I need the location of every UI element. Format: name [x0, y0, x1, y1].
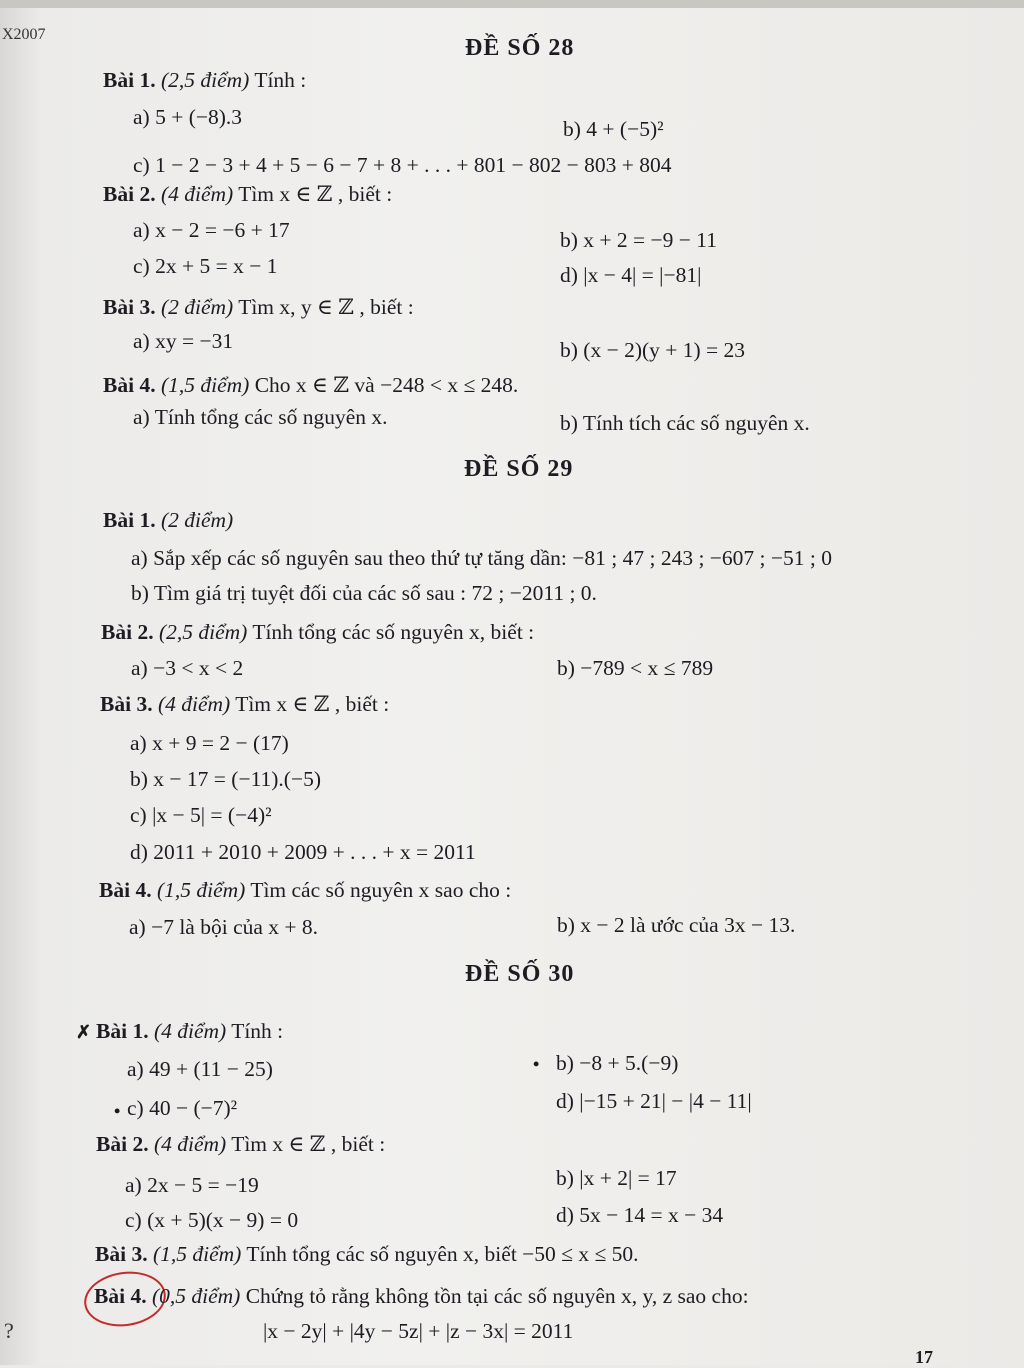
pen-dot: • [114, 1101, 121, 1121]
page-number: 17 [915, 1347, 933, 1367]
points: (2 điểm) [160, 508, 234, 532]
points: (0,5 điểm) [151, 1284, 241, 1308]
de28-bai1 [103, 68, 306, 93]
de30-b1c: c) 40 − (−7)² [127, 1096, 238, 1120]
de28-b2c: c) 2x + 5 = x − 1 [133, 254, 278, 278]
points: (4 điểm) [153, 1019, 227, 1043]
de30-b2a: a) 2x − 5 = −19 [125, 1173, 259, 1197]
bai-label: Bài 2. [101, 620, 154, 644]
bai-label: Bài 1. [96, 1019, 149, 1043]
de29-b3c: c) |x − 5| = (−4)² [130, 803, 272, 827]
bai-text: Tính : [249, 68, 307, 92]
bai-text: Tìm các số nguyên x sao cho : [245, 878, 512, 902]
points: (2,5 điểm) [160, 68, 250, 92]
bai-label: Bài 4. [103, 373, 156, 397]
bai-text: Tính : [226, 1019, 284, 1043]
de29-bai4 [99, 878, 511, 903]
de28-bai2 [103, 182, 392, 207]
de28-b3b: b) (x − 2)(y + 1) = 23 [560, 338, 746, 362]
margin-note-bottom: ? [4, 1318, 14, 1343]
bai-text: Tìm x ∈ ℤ , biết : [233, 182, 393, 206]
top-edge [0, 0, 1024, 8]
de30-b4-equation: |x − 2y| + |4y − 5z| + |z − 3x| = 2011 [263, 1319, 574, 1343]
de29-bai2 [101, 620, 534, 645]
bai-text: Tìm x ∈ ℤ , biết : [230, 692, 390, 716]
pen-check-mark: ✗ [76, 1022, 92, 1042]
de28-b4b: b) Tính tích các số nguyên x. [560, 411, 810, 435]
points: (1,5 điểm) [156, 878, 246, 902]
de30-b2c: c) (x + 5)(x − 9) = 0 [125, 1208, 299, 1232]
de29-title: ĐỀ SỐ 29 [464, 456, 574, 482]
de28-b2a: a) x − 2 = −6 + 17 [133, 218, 290, 242]
de30-title: ĐỀ SỐ 30 [465, 961, 575, 987]
de30-bai2 [96, 1132, 385, 1157]
de30-bai1 [96, 1019, 283, 1044]
bai-label: Bài 3. [100, 692, 153, 716]
bai-text: Cho x ∈ ℤ và −248 < x ≤ 248. [249, 373, 519, 397]
de30-bai3 [95, 1242, 639, 1267]
de28-b2d: d) |x − 4| = |−81| [560, 263, 702, 287]
de29-b1b: b) Tìm giá trị tuyệt đối của các số sau : 72 ; −2011 ; 0. [131, 581, 597, 605]
de28-bai4 [103, 373, 518, 398]
bai-label: Bài 4. [94, 1284, 147, 1308]
de29-b3b: b) x − 17 = (−11).(−5) [130, 767, 322, 791]
points: (2 điểm) [160, 295, 234, 319]
de29-bai3 [100, 692, 389, 717]
de30-b2d: d) 5x − 14 = x − 34 [556, 1203, 724, 1227]
de30-b1d: d) |−15 + 21| − |4 − 11| [556, 1089, 752, 1113]
points: (1,5 điểm) [160, 373, 250, 397]
bai-label: Bài 2. [96, 1132, 149, 1156]
bai-label: Bài 2. [103, 182, 156, 206]
de29-b4a: a) −7 là bội của x + 8. [129, 915, 319, 939]
bai-label: Bài 3. [103, 295, 156, 319]
bai-text: Chứng tỏ rằng không tồn tại các số nguyên x, y, z sao cho: [240, 1284, 749, 1308]
bai-label: Bài 1. [103, 508, 156, 532]
bai-label: Bài 1. [103, 68, 156, 92]
de28-b2b: b) x + 2 = −9 − 11 [560, 228, 717, 252]
de30-b1b: b) −8 + 5.(−9) [556, 1051, 679, 1075]
de28-b4a: a) Tính tổng các số nguyên x. [133, 405, 388, 429]
de30-b1a: a) 49 + (11 − 25) [127, 1057, 273, 1081]
bai-text: Tính tổng các số nguyên x, biết : [247, 620, 535, 644]
de29-b3d: d) 2011 + 2010 + 2009 + . . . + x = 2011 [130, 840, 476, 864]
bai-text: Tìm x ∈ ℤ , biết : [226, 1132, 386, 1156]
de29-b3a: a) x + 9 = 2 − (17) [130, 731, 289, 755]
points: (4 điểm) [157, 692, 231, 716]
de30-b2b: b) |x + 2| = 17 [556, 1166, 677, 1190]
de29-b2a: a) −3 < x < 2 [131, 656, 244, 680]
bai-text: Tính tổng các số nguyên x, biết −50 ≤ x ≤ 50. [241, 1242, 639, 1266]
points: (4 điểm) [153, 1132, 227, 1156]
de28-bai3 [103, 295, 414, 320]
de28-b1c: c) 1 − 2 − 3 + 4 + 5 − 6 − 7 + 8 + . . . + 801 − 802 − 803 + 804 [133, 153, 672, 177]
de29-bai1 [103, 508, 233, 533]
points: (1,5 điểm) [152, 1242, 242, 1266]
bai-label: Bài 4. [99, 878, 152, 902]
de28-title: ĐỀ SỐ 28 [465, 35, 575, 61]
de28-b1b: b) 4 + (−5)² [563, 117, 664, 141]
points: (2,5 điểm) [158, 620, 248, 644]
de29-b1a: a) Sắp xếp các số nguyên sau theo thứ tự tăng dần: −81 ; 47 ; 243 ; −607 ; −51 ; 0 [131, 546, 832, 570]
de28-b3a: a) xy = −31 [133, 329, 234, 353]
bai-text: Tìm x, y ∈ ℤ , biết : [233, 295, 414, 319]
de29-b4b: b) x − 2 là ước của 3x − 13. [557, 913, 796, 937]
bai-label: Bài 3. [95, 1242, 148, 1266]
de29-b2b: b) −789 < x ≤ 789 [557, 656, 714, 680]
de30-bai4 [94, 1284, 749, 1309]
margin-note-top: X2007 [2, 26, 46, 43]
points: (4 điểm) [160, 182, 234, 206]
pen-dot: • [533, 1054, 540, 1074]
de28-b1a: a) 5 + (−8).3 [133, 105, 243, 129]
